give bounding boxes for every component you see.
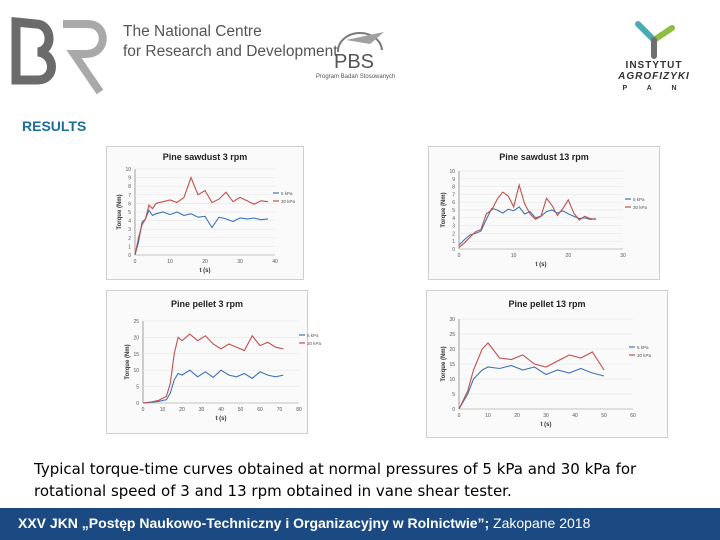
- legend-label: 5 kPa: [281, 191, 293, 196]
- series-line-30kpa: [143, 334, 283, 403]
- y-tick-label: 9: [452, 176, 455, 183]
- y-tick-label: 4: [452, 215, 455, 222]
- y-tick-label: 8: [452, 184, 455, 191]
- y-tick-label: 10: [449, 169, 455, 175]
- y-tick-label: 5: [128, 210, 131, 216]
- y-tick-label: 10: [133, 368, 139, 375]
- y-tick-label: 5: [452, 392, 455, 398]
- chart-title: Pine sawdust 3 rpm: [162, 152, 248, 162]
- y-tick-label: 25: [449, 332, 455, 338]
- y-tick-label: 25: [133, 319, 139, 325]
- x-tick-label: 0: [457, 413, 461, 419]
- section-title: RESULTS: [22, 118, 87, 134]
- y-tick-label: 6: [452, 200, 455, 207]
- legend-label: 5 kPa: [307, 333, 319, 338]
- footer-text: [18, 515, 590, 531]
- x-tick-label: 0: [133, 259, 137, 265]
- x-tick-label: 10: [510, 253, 517, 259]
- series-line-5kpa: [135, 210, 268, 255]
- figure-caption: Typical torque-time curves obtained at normal pressures of 5 kPa and 30 kPa for rotational speed of 3 and 13 rpm obtained in vane shear tester.: [34, 460, 637, 500]
- x-axis-label: t (s): [215, 416, 227, 422]
- chart-plot: [427, 291, 667, 437]
- y-tick-label: 15: [449, 362, 455, 368]
- chart-pine-sawdust-3rpm: [106, 146, 304, 280]
- series-line-5kpa: [459, 207, 596, 245]
- ncrd-logo: [8, 10, 118, 98]
- x-tick-label: 20: [514, 413, 520, 419]
- x-axis-label: t (s): [199, 268, 211, 274]
- y-tick-label: 0: [136, 401, 139, 407]
- y-axis-label: Torque (Nm): [441, 346, 447, 382]
- svg-text:PBS: PBS: [334, 51, 375, 73]
- y-tick-label: 0: [452, 247, 455, 253]
- y-tick-label: 3: [128, 227, 131, 234]
- y-tick-label: 8: [128, 184, 131, 191]
- legend-label: 5 kPa: [633, 197, 645, 202]
- chart-pine-sawdust-13rpm: [428, 146, 660, 280]
- chart-title: Pine pellet 3 rpm: [170, 299, 244, 309]
- y-axis-label: Torque (Nm): [125, 344, 131, 380]
- x-tick-label: 40: [218, 407, 224, 413]
- series-line-5kpa: [459, 366, 604, 410]
- y-tick-label: 0: [128, 253, 131, 259]
- instytut-agrofizyki-name: INSTYTUT AGROFIZYKI P A N: [618, 60, 690, 92]
- x-tick-label: 30: [198, 407, 205, 413]
- legend-label: 30 kPa: [633, 205, 648, 210]
- footer-conference: XXV JKN „Postęp Naukowo-Techniczny i Organizacyjny w Rolnictwie”;: [18, 515, 490, 531]
- series-line-30kpa: [459, 343, 604, 409]
- legend-label: 5 kPa: [637, 345, 649, 350]
- y-tick-label: 4: [128, 218, 131, 225]
- y-tick-label: 0: [452, 407, 455, 413]
- x-tick-label: 30: [543, 413, 549, 419]
- y-tick-label: 10: [125, 167, 131, 173]
- y-axis-label: Torque (Nm): [117, 194, 123, 230]
- chart-title: Pine pellet 13 rpm: [508, 299, 586, 309]
- y-tick-label: 7: [452, 192, 455, 199]
- y-tick-label: 1: [128, 244, 131, 251]
- y-tick-label: 5: [452, 208, 455, 214]
- chart-plot: [107, 147, 303, 279]
- x-tick-label: 10: [167, 259, 173, 265]
- pbs-caption: Program Badań Stosowanych: [316, 74, 396, 80]
- x-tick-label: 70: [276, 407, 283, 413]
- x-tick-label: 30: [237, 259, 243, 265]
- chart-pine-pellet-3rpm: [106, 290, 322, 434]
- chart-plot: [107, 291, 322, 433]
- y-tick-label: 9: [128, 175, 131, 182]
- x-tick-label: 20: [179, 407, 185, 413]
- x-tick-label: 40: [272, 259, 278, 265]
- x-tick-label: 60: [257, 407, 263, 413]
- y-tick-label: 15: [133, 351, 139, 358]
- y-tick-label: 1: [452, 239, 455, 246]
- legend-label: 30 kPa: [281, 199, 296, 204]
- x-tick-label: 0: [457, 253, 461, 259]
- y-tick-label: 7: [128, 192, 131, 199]
- y-tick-label: 5: [136, 384, 139, 391]
- x-tick-label: 0: [141, 407, 145, 413]
- x-tick-label: 40: [572, 413, 578, 419]
- y-tick-label: 2: [452, 231, 455, 238]
- y-tick-label: 10: [449, 377, 455, 383]
- x-tick-label: 10: [485, 413, 491, 419]
- x-axis-label: t (s): [535, 262, 547, 268]
- x-tick-label: 30: [620, 253, 626, 259]
- y-tick-label: 20: [133, 335, 139, 342]
- x-tick-label: 20: [202, 259, 208, 265]
- x-tick-label: 10: [159, 407, 166, 413]
- legend-label: 30 kPa: [637, 353, 652, 358]
- y-tick-label: 30: [449, 317, 455, 323]
- y-tick-label: 3: [452, 223, 455, 230]
- chart-title: Pine sawdust 13 rpm: [499, 152, 589, 162]
- x-tick-label: 60: [630, 413, 636, 419]
- x-tick-label: 50: [601, 413, 607, 419]
- x-tick-label: 50: [237, 407, 244, 413]
- legend-label: 30 kPa: [307, 341, 322, 346]
- y-tick-label: 20: [449, 347, 455, 353]
- chart-pine-pellet-13rpm: [426, 290, 668, 438]
- y-tick-label: 2: [128, 235, 131, 242]
- chart-plot: [429, 147, 659, 279]
- pbs-logo: [326, 30, 396, 72]
- footer-bar: [0, 508, 720, 540]
- x-axis-label: t (s): [540, 422, 552, 428]
- x-tick-label: 20: [565, 253, 572, 259]
- ncrd-name: The National Centre for Research and Development: [123, 23, 338, 60]
- y-tick-label: 6: [128, 201, 131, 208]
- y-axis-label: Torque (Nm): [441, 192, 447, 228]
- instytut-agrofizyki-logo: [626, 16, 682, 60]
- footer-location: Zakopane 2018: [489, 515, 591, 531]
- x-tick-label: 80: [296, 407, 302, 413]
